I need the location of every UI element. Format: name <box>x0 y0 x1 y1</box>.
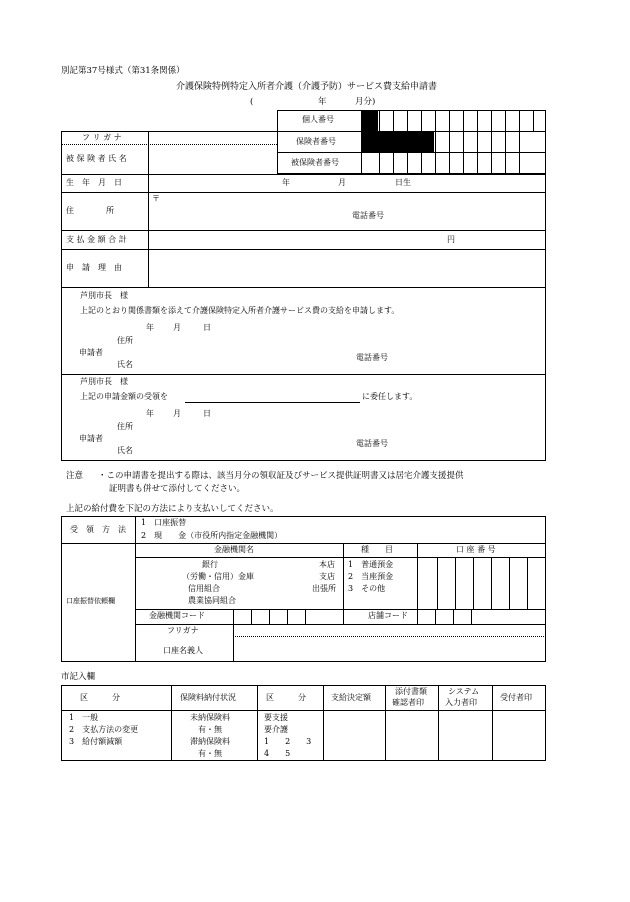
kubun-benefit-reduction: 3 給付額減額 <box>69 737 123 746</box>
account-type-checking[interactable]: 2 当座預金 <box>348 572 394 581</box>
care-level-header: 区 分 <box>266 693 306 702</box>
application-date-month: 月 <box>173 323 181 332</box>
personal-number-label: 個人番号 <box>302 115 334 124</box>
birth-day: 日生 <box>395 178 411 187</box>
financial-code-label: 金融機関コード <box>149 611 205 620</box>
delegation-statement-start: 上記の申請金額の受領を <box>80 392 168 401</box>
system-header-1: システム <box>448 687 480 696</box>
applicant-phone-label: 電話番号 <box>356 353 388 362</box>
system-header-2: 入力者印 <box>445 698 477 707</box>
applicant-name-label: 氏名 <box>117 360 133 369</box>
delegation-date-day: 日 <box>203 409 211 418</box>
account-type-ordinary[interactable]: 1 普通預金 <box>348 560 394 569</box>
delegation-name-label: 氏名 <box>117 446 133 455</box>
support-required: 要支援 <box>264 713 288 722</box>
period-open: ( <box>250 97 254 107</box>
financial-institution-header: 金融機関名 <box>214 545 254 554</box>
kubun-general: 1 一般 <box>69 713 99 722</box>
reason-label: 申 請 理 由 <box>66 263 122 272</box>
bank-option: 銀行 <box>202 560 218 569</box>
address-phone-label: 電話番号 <box>352 211 384 220</box>
head-office-option: 本店 <box>319 560 335 569</box>
delegation-phone-label: 電話番号 <box>356 439 388 448</box>
applicant-label: 申請者 <box>79 348 103 357</box>
arrears-premium-yesno: 有・無 <box>198 749 222 758</box>
delegation-statement-end: に委任します。 <box>362 392 418 401</box>
premium-status-header: 保険料納付状況 <box>180 693 236 702</box>
option-transfer[interactable]: 1 口座振替 <box>141 518 187 527</box>
branch-option: 支店 <box>319 572 335 581</box>
office-use-title: 市記入欄 <box>61 672 96 682</box>
postal-mark: 〒 <box>152 194 160 203</box>
period-month: 月分) <box>355 97 376 107</box>
masked-digit <box>362 111 378 131</box>
account-number-header: 口 座 番 号 <box>456 545 496 554</box>
account-type-other[interactable]: 3 その他 <box>348 584 386 593</box>
account-holder-label: 口座名義人 <box>163 646 203 655</box>
page-title: 介護保険特例特定入所者介護（介護予防）サービス費支給申請書 <box>176 82 438 92</box>
shinkin-option: （労働・信用）金庫 <box>182 572 254 581</box>
birth-month: 月 <box>338 178 346 187</box>
branch-code-label: 店舗コード <box>368 611 408 620</box>
sub-office-option: 出張所 <box>312 584 336 593</box>
note-line-2: 証明書も併せて添付してください。 <box>109 484 246 494</box>
application-date-year: 年 <box>146 323 154 332</box>
arrears-premium: 滞納保険料 <box>190 737 230 746</box>
birthdate-label: 生 年 月 日 <box>66 178 122 187</box>
unpaid-premium: 未納保険料 <box>190 713 230 722</box>
total-amount-label: 支 払 金 額 合 計 <box>66 235 127 244</box>
care-levels-1-3: 1 2 3 <box>264 737 312 746</box>
unpaid-premium-yesno: 有・無 <box>198 725 222 734</box>
docs-header-1: 添付書類 <box>395 687 427 696</box>
decided-amount-header: 支給決定額 <box>331 693 371 702</box>
furigana-label: フ リ ガ ナ <box>82 133 122 142</box>
delegation-applicant-label: 申請者 <box>79 434 103 443</box>
application-statement: 上記のとおり関係書類を添えて介護保険特定入所者介護サービス費の支給を申請します。 <box>80 306 400 315</box>
receipt-header: 受付者印 <box>500 693 532 702</box>
agri-union-option: 農業協同組合 <box>188 596 236 605</box>
care-required: 要介護 <box>264 725 288 734</box>
delegation-mayor-addressee: 芦別市長 様 <box>80 377 128 386</box>
period-year: 年 <box>318 97 327 107</box>
care-levels-4-5: 4 5 <box>264 749 291 758</box>
delegate-name-line[interactable] <box>185 402 360 403</box>
account-type-header: 種 目 <box>361 545 393 554</box>
delegation-address-label: 住所 <box>117 422 133 431</box>
insured-name-label: 被 保 険 者 氏 名 <box>66 154 127 163</box>
delegation-date-month: 月 <box>173 409 181 418</box>
yen-unit: 円 <box>447 235 455 244</box>
receipt-method-label: 受 領 方 法 <box>70 525 126 534</box>
payment-intro: 上記の給付費を下記の方法により支払いしてください。 <box>66 504 279 514</box>
office-kubun-header: 区 分 <box>80 693 120 702</box>
docs-header-2: 確認者印 <box>392 698 424 707</box>
form-number: 別記第37号様式（第31条関係） <box>61 66 185 76</box>
birth-year: 年 <box>282 178 290 187</box>
kubun-payment-change: 2 支払方法の変更 <box>69 725 139 734</box>
insurer-number-label: 保険者番号 <box>296 137 336 146</box>
address-label: 住 所 <box>66 206 114 215</box>
holder-furigana-label: フリガナ <box>167 626 199 635</box>
note-label: 注意 <box>66 471 84 481</box>
insured-number-label: 被保険者番号 <box>291 158 339 167</box>
credit-union-option: 信用組合 <box>188 584 220 593</box>
note-line-1: ・この申請書を提出する際は、該当月分の領収証及びサービス提供証明書又は居宅介護支援提供 <box>98 471 464 481</box>
applicant-address-label: 住所 <box>117 336 133 345</box>
application-date-day: 日 <box>203 323 211 332</box>
delegation-date-year: 年 <box>146 409 154 418</box>
transfer-request-label: 口座振替依頼欄 <box>66 597 115 605</box>
mayor-addressee: 芦別市長 様 <box>80 291 128 300</box>
option-cash[interactable]: 2 現 金（市役所内指定金融機関） <box>141 531 283 540</box>
